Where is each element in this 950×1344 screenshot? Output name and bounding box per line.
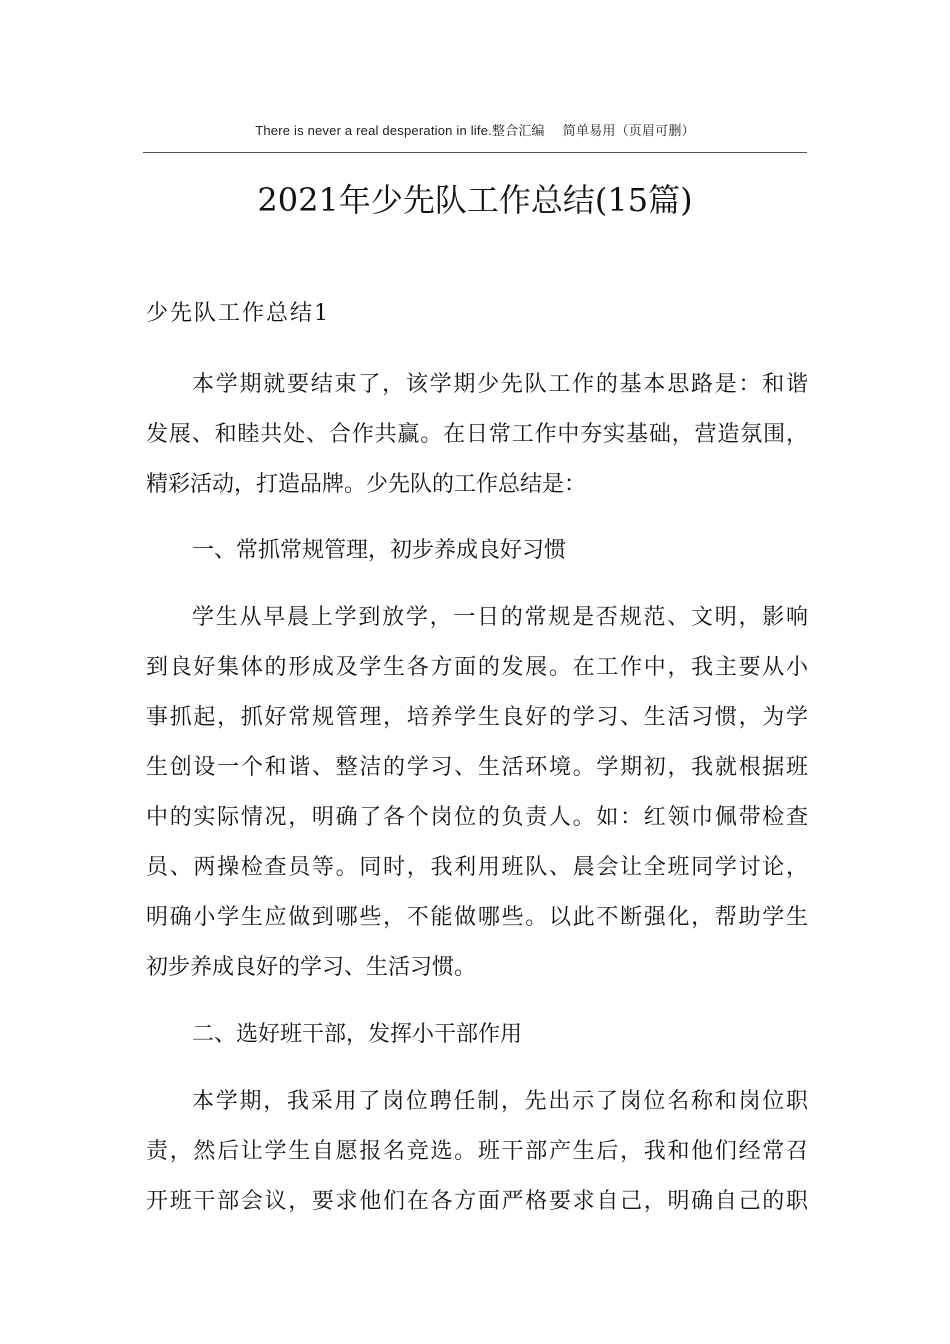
section-heading: 少先队工作总结1 bbox=[146, 301, 330, 326]
paragraph-line: 开班干部会议，要求他们在各方面严格要求自己，明确自己的职 bbox=[146, 1189, 808, 1214]
paragraph-line: 责，然后让学生自愿报名竞选。班干部产生后，我和他们经常召 bbox=[146, 1139, 808, 1164]
paragraph-line: 发展、和睦共处、合作共赢。在日常工作中夯实基础，营造氛围， bbox=[146, 422, 808, 447]
paragraph-line: 初步养成良好的学习、生活习惯。 bbox=[146, 955, 477, 980]
header-divider bbox=[143, 152, 807, 153]
subheading: 二、选好班干部，发挥小干部作用 bbox=[192, 1022, 523, 1047]
subheading: 一、常抓常规管理，初步养成良好习惯 bbox=[192, 538, 567, 563]
paragraph-line: 到良好集体的形成及学生各方面的发展。在工作中，我主要从小 bbox=[146, 655, 808, 680]
paragraph-line: 本学期就要结束了，该学期少先队工作的基本思路是：和谐 bbox=[192, 372, 808, 397]
paragraph-line: 生创设一个和谐、整洁的学习、生活环境。学期初，我就根据班 bbox=[146, 755, 808, 780]
paragraph-line: 学生从早晨上学到放学，一日的常规是否规范、文明，影响 bbox=[192, 605, 808, 630]
paragraph-line: 明确小学生应做到哪些，不能做哪些。以此不断强化，帮助学生 bbox=[146, 905, 808, 930]
header-english: There is never a real desperation in life. bbox=[255, 123, 492, 138]
header-compile: 整合汇编 bbox=[491, 123, 545, 138]
document-title: 2021年少先队工作总结(15篇) bbox=[257, 181, 693, 219]
header-note: 简单易用（页眉可删） bbox=[562, 123, 695, 138]
paragraph-line: 员、两操检查员等。同时，我利用班队、晨会让全班同学讨论， bbox=[146, 855, 808, 880]
page-header bbox=[0, 120, 950, 139]
paragraph-line: 精彩活动，打造品牌。少先队的工作总结是： bbox=[146, 472, 587, 497]
paragraph-line: 中的实际情况，明确了各个岗位的负责人。如：红领巾佩带检查 bbox=[146, 805, 808, 830]
paragraph-line: 本学期，我采用了岗位聘任制，先出示了岗位名称和岗位职 bbox=[192, 1089, 808, 1114]
paragraph-line: 事抓起，抓好常规管理，培养学生良好的学习、生活习惯，为学 bbox=[146, 705, 808, 730]
